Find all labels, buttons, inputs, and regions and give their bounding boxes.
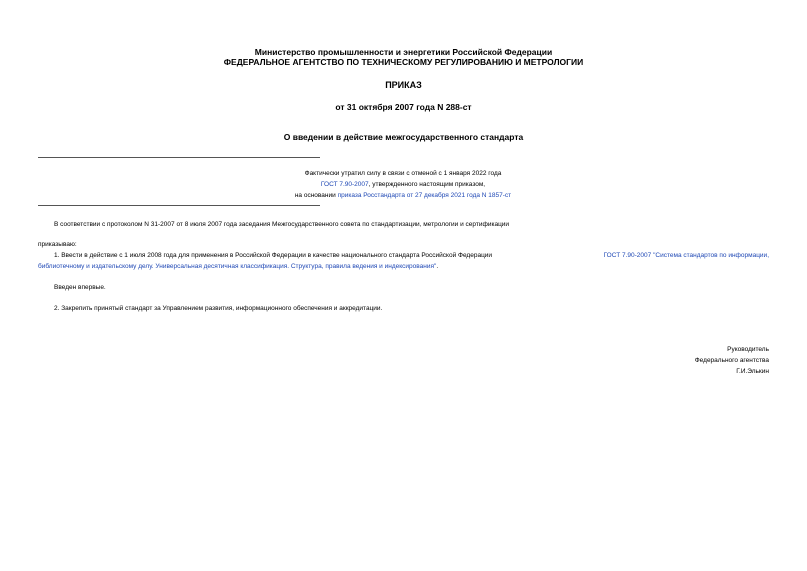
rosstandart-order-link[interactable]: приказа Росстандарта от 27 декабря 2021 года N 1857-ст	[337, 192, 512, 199]
divider-bottom	[38, 205, 320, 206]
item-1-line-1	[38, 250, 769, 261]
signature-position: Руководитель	[727, 346, 769, 353]
order-word: приказываю:	[38, 241, 77, 248]
agency-header: ФЕДЕРАЛЬНОЕ АГЕНТСТВО ПО ТЕХНИЧЕСКОМУ РЕГУЛИРОВАНИЮ И МЕТРОЛОГИИ	[223, 57, 584, 67]
gost-7-90-link-continued[interactable]: библиотечному и издательскому делу. Универсальная десятичная классификация. Структура, правила ведения и индексирования"	[38, 263, 437, 270]
status-note-line-1: Фактически утратил силу в связи с отменой с 1 января 2022 года	[304, 170, 502, 177]
status-note-line-2-text: , утвержденного настоящим приказом,	[368, 181, 486, 188]
item-1-text: 1. Ввести в действие с 1 июля 2008 года для применения в Российской Федерации в качестве национального стандарта Российской Федерации	[54, 252, 493, 259]
document-title: О введении в действие межгосударственного стандарта	[283, 132, 524, 142]
protocol-paragraph: В соответствии с протоколом N 31-2007 от 8 июля 2007 года заседания Межгосударственного совета по стандартизации, метрологии и сертификации	[54, 221, 510, 228]
status-note-line-3-text: на основании	[294, 192, 338, 199]
signature-organization: Федерального агентства	[694, 357, 769, 364]
signature-name: Г.И.Элькин	[736, 368, 769, 375]
item-1-line-2	[38, 261, 438, 272]
introduced-note: Введен впервые.	[54, 284, 106, 291]
order-title: ПРИКАЗ	[385, 80, 422, 90]
status-note-line-3	[140, 190, 666, 201]
ministry-header: Министерство промышленности и энергетики Российской Федерации	[254, 47, 553, 57]
status-note-line-2	[140, 179, 666, 190]
gost-link[interactable]: ГОСТ 7.90-2007	[320, 181, 369, 188]
item-2: 2. Закрепить принятый стандарт за Управлением развития, информационного обеспечения и аккредитации.	[54, 305, 383, 312]
order-date: от 31 октября 2007 года N 288-ст	[335, 102, 472, 112]
divider-top	[38, 157, 320, 158]
gost-7-90-link[interactable]: ГОСТ 7.90-2007 "Система стандартов по информации,	[603, 252, 769, 259]
item-1-end: .	[436, 263, 439, 270]
